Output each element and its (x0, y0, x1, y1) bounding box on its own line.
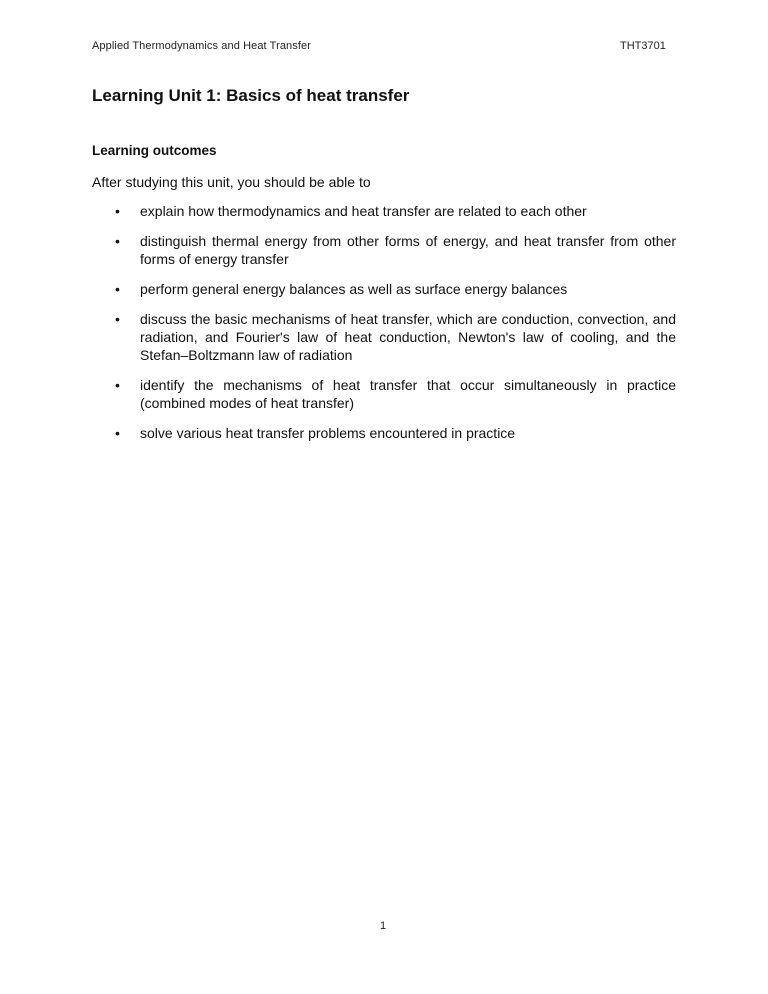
outcome-text: solve various heat transfer problems encountered in practice (140, 425, 516, 441)
learning-outcomes-heading: Learning outcomes (92, 143, 217, 158)
learning-outcomes-list (92, 202, 676, 454)
outcome-text: identify the mechanisms of heat transfer that occur simultaneously in practice (combined modes of heat transfer) (140, 377, 676, 411)
bullet-icon: • (115, 377, 120, 393)
list-item (92, 424, 676, 442)
bullet-icon: • (115, 311, 120, 327)
unit-title: Learning Unit 1: Basics of heat transfer (92, 86, 410, 105)
page-number: 1 (380, 920, 387, 932)
list-item (92, 202, 676, 220)
bullet-icon: • (115, 281, 120, 297)
list-item (92, 310, 676, 364)
bullet-icon: • (115, 233, 120, 249)
intro-text: After studying this unit, you should be able to (92, 174, 371, 190)
list-item (92, 376, 676, 412)
running-header-course-title: Applied Thermodynamics and Heat Transfer (92, 40, 312, 52)
outcome-text: distinguish thermal energy from other forms of energy, and heat transfer from other forms of energy transfer (140, 233, 676, 267)
outcome-text: explain how thermodynamics and heat transfer are related to each other (140, 203, 587, 219)
list-item (92, 232, 676, 268)
outcome-text: perform general energy balances as well as surface energy balances (140, 281, 568, 297)
bullet-icon: • (115, 425, 120, 441)
bullet-icon: • (115, 203, 120, 219)
running-header-course-code: THT3701 (620, 40, 666, 52)
list-item (92, 280, 676, 298)
outcome-text: discuss the basic mechanisms of heat transfer, which are conduction, convection, and radiation, and Fourier's law of heat conduction, Newton's law of cooling, and the Stefan–Boltzmann law of radiation (140, 311, 676, 363)
